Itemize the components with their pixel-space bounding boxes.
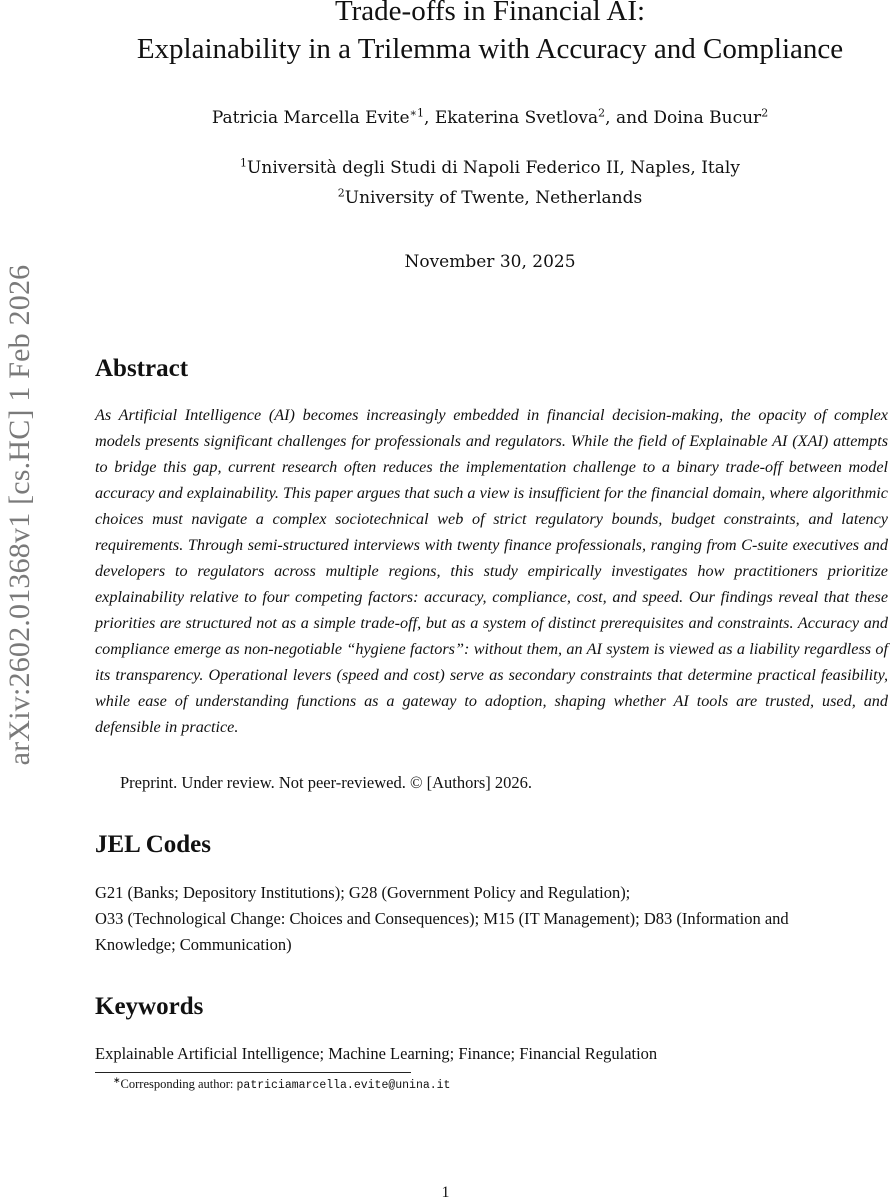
preprint-note: Preprint. Under review. Not peer-reviewed. © [Authors] 2026. xyxy=(120,773,533,792)
affiliation-text: Università degli Studi di Napoli Federico II, Naples, Italy xyxy=(247,158,740,178)
author-name: Ekaterina Svetlova xyxy=(434,108,599,128)
affiliation-mark: 1 xyxy=(240,156,248,170)
page-number: 1 xyxy=(441,1184,450,1201)
author-list xyxy=(95,106,885,130)
author-mark: 2 xyxy=(761,106,769,120)
jel-codes xyxy=(95,880,888,958)
arxiv-identifier: arXiv:2602.01368v1 [cs.HC] 1 Feb 2026 xyxy=(3,264,36,766)
author-mark: ∗1 xyxy=(409,106,425,120)
author-mark: 2 xyxy=(598,106,606,120)
author-separator: , xyxy=(424,108,435,128)
paper-date: November 30, 2025 xyxy=(404,252,576,272)
corresponding-email[interactable]: patriciamarcella.evite@unina.it xyxy=(236,1079,451,1092)
abstract-heading: Abstract xyxy=(95,355,189,382)
footnote-label: Corresponding author: xyxy=(120,1077,234,1091)
keywords-text: Explainable Artificial Intelligence; Machine Learning; Finance; Financial Regulation xyxy=(95,1044,658,1063)
author-name: Doina Bucur xyxy=(653,108,762,128)
abstract-body: As Artificial Intelligence (AI) becomes increasingly embedded in financial decision-making, the opacity of complex models presents significant challenges for professionals and regulators. While the field of Explainable AI (XAI) attempts to bridge this gap, current research often reduces the implementation challenge to a binary trade-off between model accuracy and explainability. This paper argues that such a view is insufficient for the financial domain, where algorithmic choices must navigate a complex sociotechnical web of strict regulatory bounds, budget constraints, and latency requirements. Through semi-structured interviews with twenty finance professionals, ranging from C-suite executives and developers to regulators across multiple regions, this study empirically investigates how practitioners prioritize explainability relative to four competing factors: accuracy, compliance, cost, and speed. Our findings reveal that these priorities are structured not as a simple trade-off, but as a system of distinct prerequisites and constraints. Accuracy and compliance emerge as non-negotiable “hygiene factors”: without them, an AI system is viewed as a liability regardless of its transparency. Operational levers (speed and cost) serve as secondary constraints that determine practical feasibility, while ease of understanding functions as a gateway to adoption, shaping whether AI tools are trusted, used, and defensible in practice. xyxy=(95,406,888,736)
affiliation-2 xyxy=(95,186,885,210)
author-name: Patricia Marcella Evite xyxy=(211,108,410,128)
title-line-2: Explainability in a Trilemma with Accuracy and Compliance xyxy=(136,33,844,65)
jel-heading: JEL Codes xyxy=(95,831,212,858)
jel-line: Knowledge; Communication) xyxy=(95,935,292,954)
footnote-mark: ∗ xyxy=(113,1074,121,1085)
affiliation-1 xyxy=(95,156,885,180)
keywords-heading: Keywords xyxy=(95,993,204,1020)
jel-line: G21 (Banks; Depository Institutions); G28 (Government Policy and Regulation); xyxy=(95,883,631,902)
affiliation-text: University of Twente, Netherlands xyxy=(344,188,643,208)
affiliation-mark: 2 xyxy=(337,186,345,200)
footnote-divider xyxy=(95,1072,411,1073)
paper-title xyxy=(95,0,885,68)
author-separator: , and xyxy=(605,108,654,128)
footnote xyxy=(113,1075,450,1095)
jel-line: O33 (Technological Change: Choices and Consequences); M15 (IT Management); D83 (Information and xyxy=(95,909,789,928)
title-line-1: Trade-offs in Financial AI: xyxy=(334,0,646,27)
arxiv-sidebar xyxy=(0,0,44,900)
